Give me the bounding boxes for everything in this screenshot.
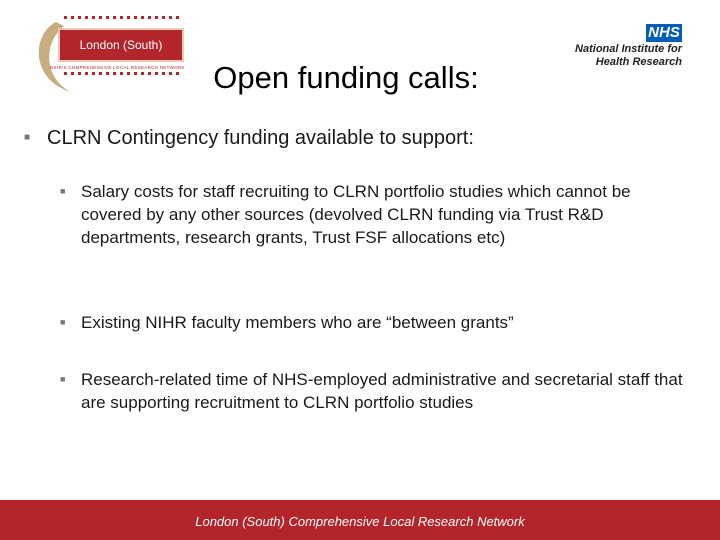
nihr-line-2: Health Research	[595, 56, 682, 68]
nhs-badge: NHS	[646, 24, 682, 42]
footer-text: London (South) Comprehensive Local Research Network	[195, 513, 525, 529]
sub-bullet	[60, 368, 690, 414]
bullet-square-icon: ■	[60, 317, 66, 327]
nihr-line-1: National Institute for	[575, 43, 682, 55]
clrn-logo	[26, 10, 196, 102]
bullet-square-icon: ■	[24, 132, 31, 143]
slide-title: Open funding calls:	[213, 60, 479, 95]
bullet-square-icon: ■	[60, 374, 66, 384]
bullet-square-icon: ■	[60, 186, 66, 196]
sub-bullet-text: Existing NIHR faculty members who are “between grants”	[81, 313, 514, 332]
logo-tagline: NIHR'S COMPREHENSIVE LOCAL RESEARCH NETWORK	[50, 65, 185, 70]
logo-name: London (South)	[79, 38, 163, 52]
logo-box	[58, 28, 184, 62]
sub-bullet-text: Salary costs for staff recruiting to CLRN portfolio studies which cannot be covered by any other sources (devolved CLRN funding via Trust R&D departments, research grants, Trust FSF allocations etc)	[81, 182, 631, 247]
main-bullet	[24, 126, 684, 150]
sub-bullet	[60, 311, 690, 334]
footer-bar	[0, 500, 720, 540]
sub-bullet-text: Research-related time of NHS-employed administrative and secretarial staff that are supporting recruitment to CLRN portfolio studies	[81, 370, 683, 412]
sub-bullet	[60, 180, 690, 249]
main-bullet-text: CLRN Contingency funding available to support:	[47, 127, 474, 149]
